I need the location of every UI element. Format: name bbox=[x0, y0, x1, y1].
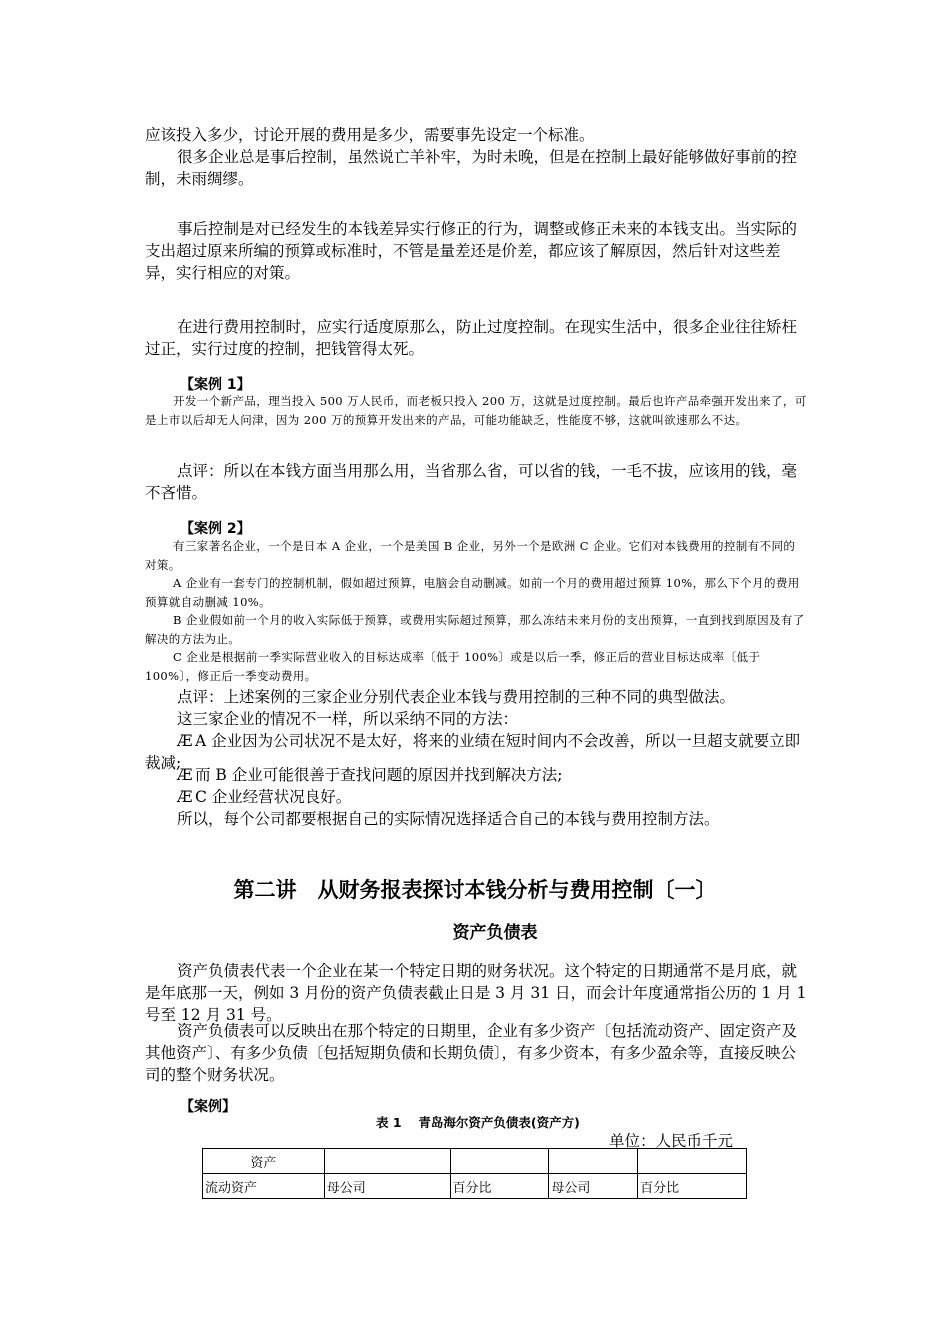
table-cell bbox=[549, 1149, 638, 1174]
paragraph-post-control: 很多企业总是事后控制，虽然说亡羊补牢，为时未晚，但是在控制上最好能够做好事前的控制，未雨绸缪。 bbox=[145, 148, 798, 188]
case-2-conclusion: 所以，每个公司都要根据自己的实际情况选择适合自己的本钱与费用控制方法。 bbox=[177, 810, 720, 828]
case-2-title: 【案例 2】 bbox=[180, 521, 251, 537]
section-subtitle: 资产负债表 bbox=[452, 923, 538, 943]
case-2-line: B 企业假如前一个月的收入实际低于预算，或费用实际超过预算，那么冻结未来月份的支出预算，一直到找到原因及有了解决的方法为止。 bbox=[145, 613, 805, 646]
case-2-comment: 点评：上述案例的三家企业分别代表企业本钱与费用控制的三种不同的典型做法。 bbox=[177, 688, 736, 706]
table-cell: 百分比 bbox=[450, 1174, 549, 1199]
bullet-symbol: Æ bbox=[177, 732, 193, 750]
case-2-text bbox=[145, 537, 807, 685]
case-title: 【案例】 bbox=[180, 1099, 236, 1115]
case-1-text: 开发一个新产品，理当投入 500 万人民币，而老板只投入 200 万，这就是过度控制。最后也许产品牵强开发出来了，可是上市以后却无人问津，因为 200 万的预算开发出来的产品，可能功能缺乏，性能度不够，这就叫欲速那么不达。 bbox=[145, 394, 807, 427]
balance-sheet-table bbox=[202, 1148, 747, 1199]
table-cell bbox=[324, 1149, 450, 1174]
case-2-line: 有三家著名企业，一个是日本 A 企业，一个是美国 B 企业，另外一个是欧洲 C 企业。它们对本钱费用的控制有不同的对策。 bbox=[145, 539, 796, 572]
bullet-symbol: Æ bbox=[177, 788, 193, 806]
bullet-a: Æ A 企业因为公司状况不是太好，将来的业绩在短时间内不会改善，所以一旦超支就要立即裁减; bbox=[145, 732, 801, 772]
table-cell: 母公司 bbox=[549, 1174, 638, 1199]
table-row bbox=[203, 1149, 747, 1174]
bullet-symbol: Æ bbox=[177, 766, 193, 784]
paragraph-moderate-control: 在进行费用控制时，应实行适度原那么，防止过度控制。在现实生活中，很多企业往往矫枉过正，实行过度的控制，把钱管得太死。 bbox=[145, 318, 798, 358]
table-caption: 表 1 青岛海尔资产负债表(资产方) bbox=[376, 1115, 580, 1130]
paragraph-standard: 应该投入多少，讨论开展的费用是多少，需要事先设定一个标准。 bbox=[145, 126, 595, 144]
bullet-b: Æ 而 B 企业可能很善于查找问题的原因并找到解决方法; bbox=[177, 766, 563, 784]
case-2-comment-2: 这三家企业的情况不一样，所以采纳不同的方法： bbox=[177, 710, 519, 728]
case-2-line: A 企业有一套专门的控制机制，假如超过预算，电脑会自动删减。如前一个月的费用超过预算 10%，那么下个月的费用预算就自动删减 10%。 bbox=[145, 576, 800, 609]
paragraph-balance-sheet-2: 资产负债表可以反映出在那个特定的日期里，企业有多少资产〔包括流动资产、固定资产及其他资产〕、有多少负债〔包括短期负债和长期负债〕，有多少资本，有多少盈余等，直接反映公司的整个财务状况。 bbox=[145, 1022, 798, 1084]
case-2-line: C 企业是根据前一季实际营业收入的目标达成率〔低于 100%〕或是以后一季，修正后的营业目标达成率〔低于 100%〕，修正后一季变动费用。 bbox=[145, 650, 761, 683]
table-cell: 流动资产 bbox=[203, 1174, 325, 1199]
table-unit: 单位：人民币千元 bbox=[609, 1132, 734, 1150]
paragraph-balance-sheet: 资产负债表代表一个企业在某一个特定日期的财务状况。这个特定的日期通常不是月底，就是年底那一天，例如 3 月份的资产负债表截止日是 3 月 31 日，而会计年度通常指公历的 1 月 1 号至 12 月 31 号。 bbox=[145, 962, 807, 1024]
table-cell bbox=[638, 1149, 747, 1174]
lecture-title: 第二讲 从财务报表探讨本钱分析与费用控制〔一〕 bbox=[233, 878, 717, 902]
table-row bbox=[203, 1174, 747, 1199]
table-cell bbox=[450, 1149, 549, 1174]
paragraph-after-control: 事后控制是对已经发生的本钱差异实行修正的行为，调整或修正未来的本钱支出。当实际的支出超过原来所编的预算或标准时，不管是量差还是价差，都应该了解原因，然后针对这些差异，实行相应的对策。 bbox=[145, 220, 798, 282]
table-cell: 百分比 bbox=[638, 1174, 747, 1199]
bullet-c: Æ C 企业经营状况良好。 bbox=[177, 788, 352, 806]
case-1-title: 【案例 1】 bbox=[180, 377, 251, 393]
case-1-comment: 点评：所以在本钱方面当用那么用，当省那么省，可以省的钱，一毛不拔，应该用的钱，毫不吝惜。 bbox=[145, 462, 798, 502]
table-cell: 母公司 bbox=[324, 1174, 450, 1199]
table-cell: 资产 bbox=[203, 1149, 325, 1174]
